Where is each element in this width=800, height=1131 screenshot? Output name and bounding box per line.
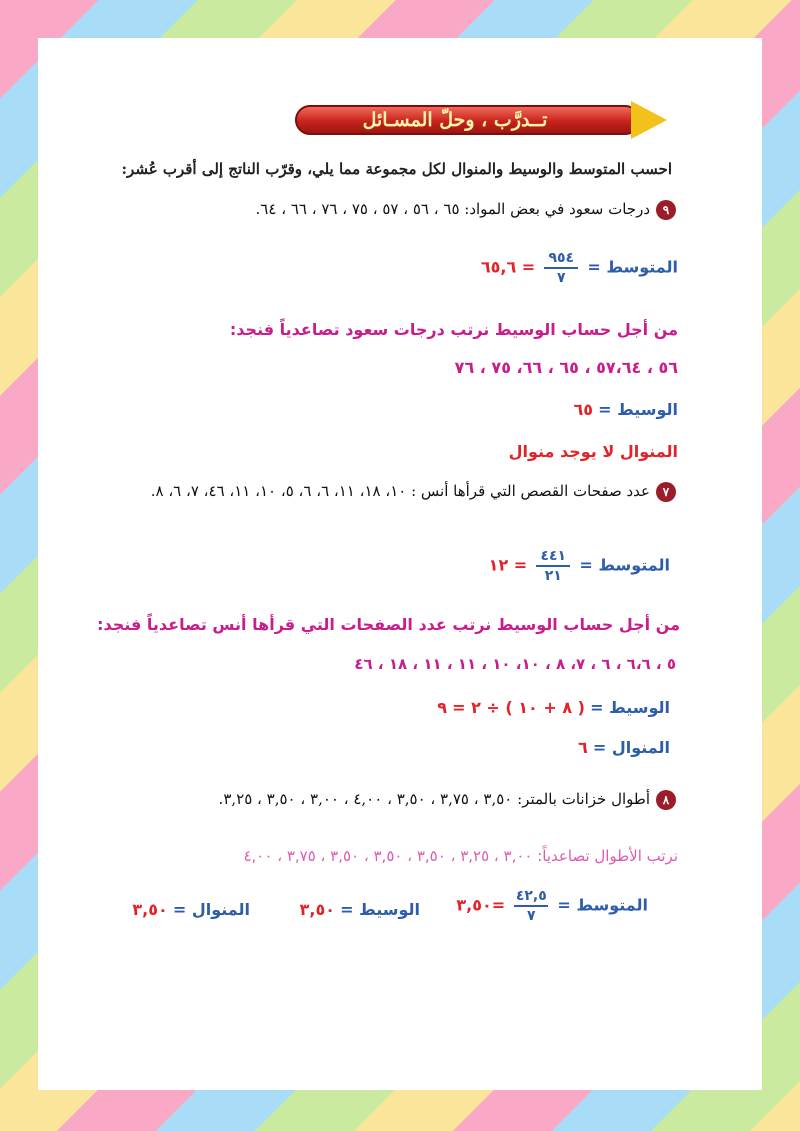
fraction-numerator: ٤٤١: [540, 548, 567, 564]
fraction-denominator: ٧: [557, 269, 566, 286]
mean-label: المتوسط =: [579, 555, 670, 575]
section-banner: [295, 101, 671, 139]
mean-label: المتوسط =: [557, 895, 648, 915]
problem-7-mean: [489, 548, 670, 584]
fraction-numerator: ٤٢,٥: [515, 888, 547, 904]
mode-value: ٦: [578, 738, 588, 757]
mean-fraction: [514, 888, 548, 924]
mean-result: = ٦٥,٦: [480, 257, 536, 277]
problem-7-mode: [578, 738, 670, 757]
problem-number-badge: ٩: [656, 200, 676, 220]
median-label: الوسيط =: [340, 900, 420, 919]
median-value: ٣,٥٠: [299, 900, 335, 919]
fraction-denominator: ٧: [527, 907, 536, 924]
fraction-denominator: ٢١: [544, 567, 562, 584]
fraction-numerator: ٩٥٤: [548, 250, 575, 266]
banner-title: تــدرَّب ، وحلّ المسـائل: [362, 109, 548, 131]
problem-9-question: [256, 200, 676, 220]
problem-question-text: درجات سعود في بعض المواد: ٦٥ ، ٥٦ ، ٥٧ ، ٧٥ ، ٧٦ ، ٦٦ ، ٦٤.: [255, 200, 650, 218]
problem-number-badge: ٨: [656, 790, 676, 810]
problem-8-median: [300, 900, 420, 919]
banner-arrow-icon: [631, 101, 667, 139]
instruction-text: احسب المتوسط والوسيط والمنوال لكل مجموعة مما يلي، وقرّب الناتج إلى أقرب عُشر:: [121, 160, 672, 178]
problem-8-mean: [456, 888, 648, 924]
problem-8-question: [219, 790, 676, 810]
problem-question-text: أطوال خزانات بالمتر: ٣,٥٠ ، ٣,٧٥ ، ٣,٥٠ ، ٤,٠٠ ، ٣,٠٠ ، ٣,٥٠ ، ٣,٢٥.: [218, 790, 650, 808]
problem-7-median-intro: من أجل حساب الوسيط نرتب عدد الصفحات التي قرأها أنس تصاعدياً فنجد:: [97, 615, 680, 634]
problem-9-median-intro: من أجل حساب الوسيط نرتب درجات سعود تصاعدياً فنجد:: [229, 320, 678, 339]
problem-question-text: عدد صفحات القصص التي قرأها أنس : ١٠، ١٨، ١١، ٦، ٦، ٥، ١٠، ١١، ٤٦، ٧، ٦، ٨.: [150, 482, 650, 500]
mode-label: المنوال =: [172, 900, 250, 919]
problem-9-median: [573, 400, 678, 419]
mean-label: المتوسط =: [587, 257, 678, 277]
mean-result: = ١٢: [488, 555, 528, 575]
problem-7-sorted-values: ٥ ، ٦،٦ ، ٦ ، ٧، ٨ ، ١٠، ١٠ ، ١١ ، ١١ ، ١٨ ، ٤٦: [354, 655, 676, 673]
mode-value: ٣,٥٠: [132, 900, 168, 919]
median-value: ٩: [437, 698, 447, 717]
mode-label: المنوال =: [592, 738, 670, 757]
mean-fraction: [536, 548, 570, 584]
problem-9-sorted-values: ٥٦ ، ٥٧،٦٤ ، ٦٥ ، ٦٦، ٧٥ ، ٧٦: [454, 358, 678, 377]
median-value: ٦٥: [573, 400, 593, 419]
problem-8-mode: [132, 900, 250, 919]
mean-fraction: [544, 250, 578, 286]
fraction-bar: [514, 905, 548, 907]
fraction-bar: [544, 267, 578, 269]
problem-9-mean: [481, 250, 678, 286]
problem-8-sorted-line: نرتب الأطوال تصاعدياً: ٣,٠٠ ، ٣,٢٥ ، ٣,٥٠ ، ٣,٥٠ ، ٣,٥٠ ، ٣,٧٥ ، ٤,٠٠: [243, 847, 678, 865]
problem-7-question: [151, 482, 676, 502]
mean-result: =٣,٥٠: [456, 895, 506, 915]
problem-number-badge: ٧: [656, 482, 676, 502]
problem-9-mode: المنوال لا يوجد منوال: [508, 442, 678, 461]
problem-7-median: [437, 698, 670, 717]
median-expression: ( ٨ + ١٠ ) ÷ ٢ =: [452, 698, 585, 717]
fraction-bar: [536, 565, 570, 567]
median-label: الوسيط =: [598, 400, 678, 419]
median-label: الوسيط =: [590, 698, 670, 717]
